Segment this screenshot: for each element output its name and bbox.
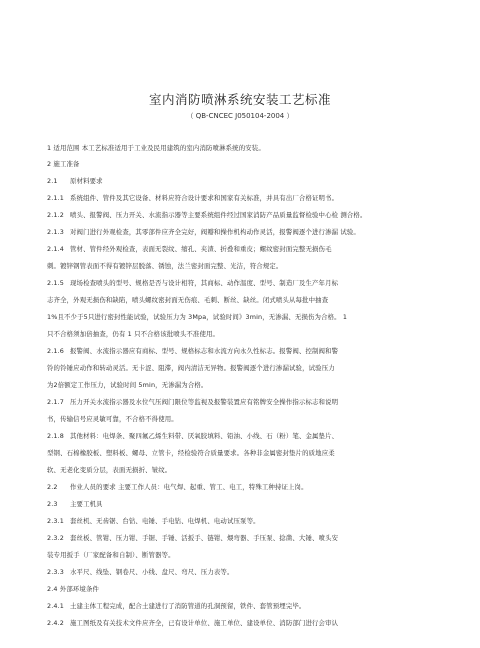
line-text: 书，传输信号应灵敏可靠，不合格不得使用。: [47, 415, 178, 423]
section-number: 2.3.1: [47, 517, 65, 525]
line-text: 2 施工准备: [47, 160, 80, 168]
document-code: （ QB-CNCEC J050104-2004 ）: [186, 112, 294, 120]
line-text: 套丝板、管钳、压力钳、手锯、手锤、活扳手、链钳、煨弯器、手压泵、捻凿、大锤、喷头安: [70, 534, 339, 542]
text-line: [47, 449, 447, 458]
text-line: [47, 262, 447, 271]
line-text: 1%且不少于5只进行密封性能试验，试验压力为 3Mpa，试验时间》3min，无渗漏、无损伤为合格。 1: [47, 313, 348, 321]
line-text: 志齐全，外观无损伤和缺陷，喷头螺纹密封面无伤痕、毛刺、断丝、缺丝。闭式喷头从每批中抽查: [47, 296, 329, 304]
section-number: 2.4.2: [47, 619, 65, 627]
line-text: 喷头、报警阀、压力开关、水流指示器等主要系统组件经过国家消防产品质量监督检验中心检 测合格。: [70, 211, 367, 219]
line-text: 为2倍额定工作压力，试验时间 5min，无渗漏为合格。: [47, 381, 208, 389]
section-number: 2.1: [47, 177, 58, 185]
line-text: 报警阀、水流指示器应有商标、型号、规格标志和水流方向永久性标志。报警阀、控制阀和警: [70, 347, 339, 355]
text-line: [47, 245, 447, 254]
text-line: [47, 415, 447, 424]
section-number: 2.1.5: [47, 279, 65, 287]
text-line: [47, 177, 447, 186]
section-number: 2.1.6: [47, 347, 65, 355]
section-number: 2.3.2: [47, 534, 65, 542]
line-text: 对阀门进行外观检查，其零部件应齐全完好，阀瓣和操作机构动作灵活，报警阀逐个进行渗漏 试验。: [70, 228, 360, 236]
text-line: [47, 381, 447, 390]
section-number: 2.2: [47, 483, 58, 491]
document-title: 室内消防喷淋系统安装工艺标准: [148, 92, 331, 107]
line-text: 套丝机、无齿锯、台钻、电锤、手电钻、电焊机、电动试压泵等。: [70, 517, 260, 525]
text-line: [47, 432, 447, 441]
text-line: [47, 364, 447, 373]
text-line: [47, 279, 447, 288]
line-text: 压力开关水流指示器及水位气压阀门限位等监视及报警装置应有铭牌安全操作指示标志和说明: [70, 398, 339, 406]
section-number: 2.1.2: [47, 211, 65, 219]
text-line: [47, 228, 447, 237]
line-text: 1 适用范围 本工艺标准适用于工业及民用建筑的室内消防喷淋系统的安装。: [47, 144, 265, 152]
line-text: 土建主体工程完成，配合土建进行了消防管道的孔洞预留，铁件、套管预埋完毕。: [70, 602, 306, 610]
text-line: [47, 551, 447, 560]
line-text: 现场检查喷头的型号、规格是否与设计相符，其商标、动作温度、型号、制造厂及生产年月标: [70, 279, 339, 287]
text-line: [47, 517, 447, 526]
text-line: [47, 500, 447, 509]
line-text: 施工图纸及有关技术文件应齐全，已有设计单位、施工单位、建设单位、消防部门进行会审认: [70, 619, 339, 627]
section-number: 2.4.1: [47, 602, 65, 610]
text-line: [47, 619, 447, 628]
line-text: 装专用扳手（厂家配备和自制）、断管器等。: [47, 551, 175, 559]
text-line: [47, 466, 447, 475]
line-text: 主要工机具: [70, 500, 103, 508]
line-text: 系统组件、管件及其它设备、材料应符合设计要求和国家有关标准，并具有出厂合格证明书。: [70, 194, 339, 202]
text-line: [47, 602, 447, 611]
text-line: [47, 160, 447, 169]
line-text: 水平尺、线坠、钢卷尺、小线、盘尺、弯尺、压力表等。: [70, 568, 234, 576]
text-line: [47, 534, 447, 543]
text-line: [47, 330, 447, 339]
section-number: 2.3.3: [47, 568, 65, 576]
text-line: [47, 296, 447, 305]
section-number: 2.1.7: [47, 398, 65, 406]
line-text: 铃的铃锤应动作和转动灵活。无卡涩、阻滞，阀内清洁无异物。报警阀逐个进行渗漏试验，试验压力: [47, 364, 335, 372]
section-number: 2.1.1: [47, 194, 65, 202]
text-line: [47, 585, 447, 594]
text-line: [47, 211, 447, 220]
line-text: 其他材料：电焊条、聚四氟乙烯生料带、厌氧胶填料、铅油、小线、石（粉）笔、金属垫片、: [70, 432, 339, 440]
line-text: 型钢、石棉橡胶板、塑料板、螺母、立管卡，经检验符合质量要求。各种非金属密封垫片的质地应柔: [47, 449, 335, 457]
text-line: [47, 194, 447, 203]
section-number: 2.3: [47, 500, 58, 508]
line-text: 作业人员的要求 主要工作人员：电气焊、起重、管工、电工，特殊工种持证上岗。: [70, 483, 308, 491]
text-line: [47, 144, 447, 153]
line-text: 只不合格须加倍抽查，仍有 1 只不合格该批喷头不准使用。: [47, 330, 220, 338]
text-line: [47, 398, 447, 407]
text-line: [47, 483, 447, 492]
section-number: 2.1.3: [47, 228, 65, 236]
line-text: 2.4 外部环境条件: [47, 585, 100, 593]
line-text: 刺。镀锌钢管表面不得有镀锌层脱落、锈蚀，法兰密封面完整、光洁，符合规定。: [47, 262, 283, 270]
section-number: 2.1.8: [47, 432, 65, 440]
text-line: [47, 313, 447, 322]
text-line: [47, 347, 447, 356]
line-text: 管材、管件经外观检查，表面无裂纹、缩孔、夹渣、折叠和重皮；螺纹密封面完整无损伤毛: [70, 245, 332, 253]
text-line: [47, 568, 447, 577]
section-number: 2.1.4: [47, 245, 65, 253]
line-text: 软、无老化变质分层，表面无损折、皱纹。: [47, 466, 172, 474]
line-text: 原材料要求: [70, 177, 103, 185]
